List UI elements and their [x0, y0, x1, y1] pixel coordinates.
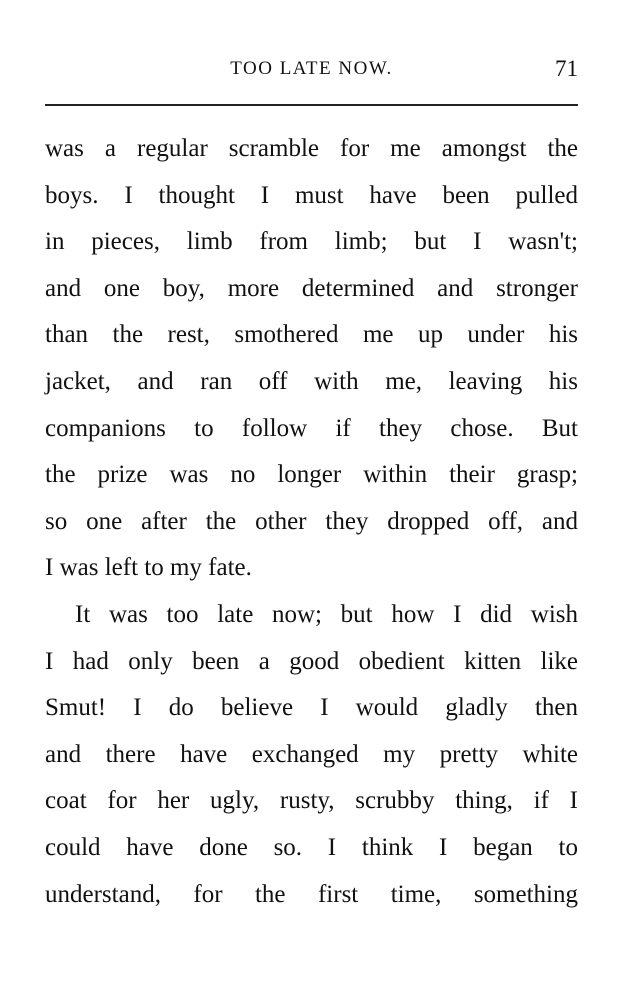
text-line: and there have exchanged my pretty white: [45, 740, 578, 768]
text-line: companions to follow if they chose. But: [45, 414, 578, 442]
text-line: so one after the other they dropped off, and: [45, 507, 578, 535]
text-line: I was left to my fate.: [45, 554, 252, 582]
body-text: [45, 128, 578, 920]
text-line: understand, for the first time, something: [45, 880, 578, 908]
text-line: Smut! I do believe I would gladly then: [45, 694, 578, 722]
text-line: boys. I thought I must have been pulled: [45, 181, 578, 209]
header-rule: [45, 104, 578, 106]
running-head: TOO LATE NOW.: [230, 58, 393, 79]
text-line: It was too late now; but how I did wish: [75, 600, 578, 628]
text-line: coat for her ugly, rusty, scrubby thing, if I: [45, 787, 578, 815]
text-line: the prize was no longer within their grasp;: [45, 461, 578, 489]
text-line: I had only been a good obedient kitten like: [45, 647, 578, 675]
text-line: was a regular scramble for me amongst the: [45, 135, 578, 162]
text-line: could have done so. I think I began to: [45, 833, 578, 861]
page-number: 71: [555, 56, 578, 81]
text-line: than the rest, smothered me up under his: [45, 321, 578, 349]
page-header: [45, 56, 578, 86]
text-line: and one boy, more determined and stronger: [45, 274, 578, 302]
text-line: in pieces, limb from limb; but I wasn't;: [45, 228, 578, 256]
text-line: jacket, and ran off with me, leaving his: [45, 367, 578, 395]
